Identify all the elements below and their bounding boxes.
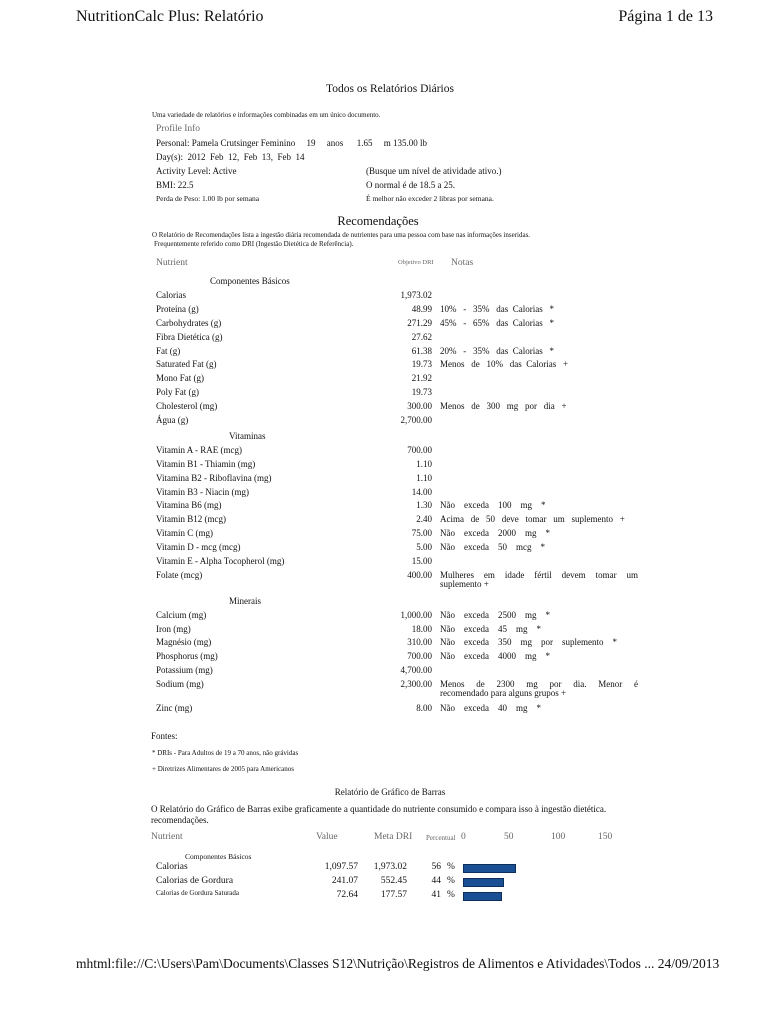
nutrient-note: Não exceda 2000 mg *	[440, 528, 550, 539]
nutrient-row	[0, 373, 768, 387]
nutrient-note: Não exceda 50 mcg *	[440, 542, 545, 553]
nutrient-name: Saturated Fat (g)	[156, 359, 217, 370]
profile-bmi-note: O normal é de 18.5 a 25.	[366, 180, 455, 190]
nutrient-note: Menos de 2300 mg por dia. Menor é	[440, 679, 638, 690]
source-dri: * DRIs - Para Adultos de 19 a 70 anos, não grávidas	[152, 749, 299, 757]
column-notes-header: Notas	[451, 258, 474, 268]
nutrient-name: Cholesterol (mg)	[156, 401, 218, 412]
bar-percent: 44	[431, 876, 441, 886]
bar-section-label: Componentes Básicos	[185, 852, 252, 861]
nutrient-name: Fibra Dietética (g)	[156, 331, 223, 342]
nutrient-dri-value: 700.00	[407, 444, 432, 455]
nutrient-note: Não exceda 100 mg *	[440, 500, 546, 511]
nutrient-dri-value: 75.00	[411, 528, 432, 539]
bar-goal: 1,973.02	[373, 862, 407, 872]
bar-percent-unit: %	[447, 890, 455, 900]
nutrient-row	[0, 624, 768, 638]
nutrient-row	[0, 290, 768, 304]
nutrient-name: Phosphorus (mg)	[156, 651, 218, 662]
bar-value: 1,097.57	[324, 862, 358, 872]
nutrient-note: 45% - 65% das Calorias *	[440, 317, 554, 328]
nutrient-name: Vitamin B12 (mcg)	[156, 514, 226, 525]
scale-tick-label: 150	[598, 832, 613, 842]
nutrient-name: Vitamin E - Alpha Tocopherol (mg)	[156, 556, 285, 567]
nutrient-dri-value: 5.00	[416, 542, 432, 553]
nutrient-name: Vitamina B6 (mg)	[156, 500, 222, 511]
nutrient-name: Potassium (mg)	[156, 665, 213, 676]
nutrient-dri-value: 1.10	[416, 458, 432, 469]
bar-percent: 56	[431, 862, 441, 872]
nutrient-name: Calcium (mg)	[156, 609, 207, 620]
bar-nutrient-name: Calorias de Gordura Saturada	[156, 889, 239, 897]
document-subtitle: Uma variedade de relatórios e informações combinadas em um único documento.	[152, 111, 381, 119]
nutrient-note: Menos de 10% das Calorias +	[440, 359, 569, 370]
page-number: Página 1 de 13	[618, 8, 713, 25]
nutrient-note: 20% - 35% das Calorias *	[440, 345, 554, 356]
bar-report-intro: O Relatório do Gráfico de Barras exibe graficamente a quantidade do nutriente consumido e compara isso à ingestão dietética.	[151, 804, 607, 814]
nutrient-row	[0, 415, 768, 429]
nutrient-name: Vitamin D - mcg (mcg)	[156, 542, 241, 553]
nutrient-dri-value: 48.99	[411, 303, 432, 314]
nutrient-dri-value: 2,300.00	[400, 679, 432, 690]
scale-tick-label: 100	[551, 832, 566, 842]
profile-personal: Personal: Pamela Crutsinger Feminino 19 anos 1.65 m 135.00 lb	[156, 138, 427, 148]
source-guidelines: + Diretrizes Alimentares de 2005 para Americanos	[152, 765, 294, 773]
nutrient-row	[0, 569, 768, 589]
bar-row	[0, 890, 768, 904]
nutrient-note: Menos de 300 mg por dia +	[440, 401, 567, 412]
nutrient-row	[0, 514, 768, 528]
nutrient-dri-value: 19.73	[411, 387, 432, 398]
nutrient-name: Proteína (g)	[156, 303, 199, 314]
section-heading: Componentes Básicos	[210, 276, 290, 286]
nutrient-dri-value: 4,700.00	[400, 665, 432, 676]
scale-tick-label: 0	[461, 832, 466, 842]
nutrient-name: Vitamin B1 - Thiamin (mg)	[156, 458, 256, 469]
bar-value: 241.07	[331, 876, 358, 886]
recommendations-title: Recomendações	[337, 214, 419, 228]
nutrient-row	[0, 359, 768, 373]
nutrient-dri-value: 700.00	[407, 651, 432, 662]
nutrient-name: Carbohydrates (g)	[156, 317, 222, 328]
nutrient-dri-value: 18.00	[411, 623, 432, 634]
bar-value: 72.64	[336, 890, 358, 900]
profile-activity: Activity Level: Active	[156, 166, 237, 176]
nutrient-name: Fat (g)	[156, 345, 181, 356]
nutrient-name: Calorias	[156, 289, 186, 300]
nutrient-row	[0, 318, 768, 332]
nutrient-dri-value: 21.92	[411, 373, 432, 384]
page-header-title: NutritionCalc Plus: Relatório	[76, 8, 264, 25]
profile-weight-note: É melhor não exceder 2 libras por semana.	[366, 194, 494, 203]
page-footer-path: mhtml:file://C:\Users\Pam\Documents\Classes S12\Nutrição\Registros de Alimentos e Atividades\Todos ... 24/09/2013	[76, 956, 720, 971]
nutrient-row	[0, 304, 768, 318]
nutrient-dri-value: 1.30	[416, 500, 432, 511]
percent-bar	[463, 864, 516, 873]
nutrient-note: Não exceda 4000 mg *	[440, 651, 550, 662]
nutrient-dri-value: 1.10	[416, 472, 432, 483]
nutrient-note-cont: recomendado para alguns grupos +	[440, 688, 567, 699]
nutrient-row	[0, 401, 768, 415]
nutrient-note: 10% - 35% das Calorias *	[440, 303, 554, 314]
nutrient-dri-value: 27.62	[411, 331, 432, 342]
nutrient-row	[0, 542, 768, 556]
nutrient-note: Não exceda 2500 mg *	[440, 609, 550, 620]
column-nutrient-header: Nutrient	[156, 258, 188, 268]
nutrient-note: Mulheres em idade fértil devem tomar um	[440, 569, 638, 580]
nutrient-dri-value: 2,700.00	[400, 415, 432, 425]
nutrient-name: Folate (mcg)	[156, 569, 203, 580]
profile-heading: Profile Info	[156, 124, 201, 134]
bar-percent-unit: %	[447, 876, 455, 886]
nutrient-dri-value: 310.00	[407, 637, 432, 648]
nutrient-dri-value: 271.29	[407, 317, 432, 328]
bar-row	[0, 862, 768, 876]
nutrient-note: Não exceda 350 mg por suplemento *	[440, 637, 617, 648]
bar-col-value: Value	[316, 832, 338, 842]
nutrient-row	[0, 556, 768, 570]
document-title: Todos os Relatórios Diários	[326, 83, 454, 95]
percent-bar	[463, 892, 502, 901]
recommendations-intro: O Relatório de Recomendações lista a ingestão diária recomendada de nutrientes para uma pessoa com base nas informações inseridas.	[152, 231, 531, 239]
section-heading: Vitaminas	[229, 430, 266, 441]
bar-percent: 41	[431, 890, 441, 900]
nutrient-dri-value: 14.00	[411, 486, 432, 497]
nutrient-dri-value: 2.40	[416, 514, 432, 525]
column-goal-header: Objetivo DRI	[398, 259, 434, 266]
nutrient-row	[0, 703, 768, 717]
nutrient-note: Não exceda 40 mg *	[440, 702, 541, 713]
nutrient-dri-value: 19.73	[411, 359, 432, 370]
bar-nutrient-name: Calorias de Gordura	[156, 876, 234, 886]
nutrient-row	[0, 610, 768, 624]
nutrient-name: Vitamin B3 - Niacin (mg)	[156, 486, 249, 497]
nutrient-name: Vitamin A - RAE (mcg)	[156, 444, 242, 455]
nutrient-note: Acima de 50 deve tomar um suplemento +	[440, 514, 625, 525]
nutrient-name: Poly Fat (g)	[156, 387, 200, 398]
nutrient-dri-value: 15.00	[411, 556, 432, 567]
nutrient-name: Iron (mg)	[156, 623, 191, 634]
bar-goal: 552.45	[380, 876, 407, 886]
nutrient-name: Água (g)	[156, 415, 189, 425]
bar-col-percent: Percentual	[426, 834, 456, 842]
nutrient-name: Vitamin C (mg)	[156, 528, 213, 539]
bar-report-title: Relatório de Gráfico de Barras	[334, 787, 446, 797]
nutrient-row	[0, 651, 768, 665]
nutrient-name: Vitamina B2 - Riboflavina (mg)	[156, 472, 272, 483]
nutrient-dri-value: 300.00	[407, 401, 432, 412]
profile-weight: Perda de Peso: 1.00 lb por semana	[156, 194, 260, 203]
nutrient-name: Mono Fat (g)	[156, 373, 204, 384]
nutrient-dri-value: 400.00	[407, 569, 432, 580]
nutrient-note-cont: suplemento +	[440, 578, 489, 589]
nutrient-row	[0, 528, 768, 542]
bar-col-nutrient: Nutrient	[151, 832, 183, 842]
sources-label: Fontes:	[151, 731, 178, 741]
section-heading: Minerais	[229, 595, 261, 606]
recommendations-intro-2: Frequentemente referido como DRI (Ingestão Dietética de Referência).	[154, 240, 354, 248]
nutrient-row	[0, 332, 768, 346]
profile-bmi: BMI: 22.5	[156, 180, 194, 190]
nutrient-row	[0, 387, 768, 401]
profile-activity-note: (Busque um nível de atividade ativo.)	[366, 166, 502, 176]
profile-days: Day(s): 2012 Feb 12, Feb 13, Feb 14	[156, 152, 305, 162]
bar-goal: 177.57	[380, 890, 407, 900]
nutrient-row	[0, 445, 768, 459]
nutrient-dri-value: 1,973.02	[400, 289, 432, 300]
nutrient-note: Não exceda 45 mg *	[440, 623, 541, 634]
nutrient-row	[0, 346, 768, 360]
nutrient-name: Magnésio (mg)	[156, 637, 212, 648]
nutrient-row	[0, 459, 768, 473]
nutrient-name: Zinc (mg)	[156, 702, 193, 713]
nutrient-dri-value: 61.38	[411, 345, 432, 356]
nutrient-row	[0, 500, 768, 514]
bar-percent-unit: %	[447, 862, 455, 872]
nutrient-dri-value: 1,000.00	[400, 609, 432, 620]
bar-row	[0, 876, 768, 890]
bar-nutrient-name: Calorias	[156, 862, 188, 872]
nutrient-row	[0, 487, 768, 501]
nutrient-row	[0, 665, 768, 679]
nutrient-name: Sodium (mg)	[156, 679, 204, 690]
scale-tick-label: 50	[504, 832, 514, 842]
nutrient-row	[0, 473, 768, 487]
percent-bar	[463, 878, 504, 887]
bar-report-intro-2: recomendações.	[151, 815, 209, 825]
bar-col-goal: Meta DRI	[374, 832, 413, 842]
nutrient-dri-value: 8.00	[416, 702, 432, 713]
nutrient-row	[0, 679, 768, 699]
nutrient-row	[0, 637, 768, 651]
